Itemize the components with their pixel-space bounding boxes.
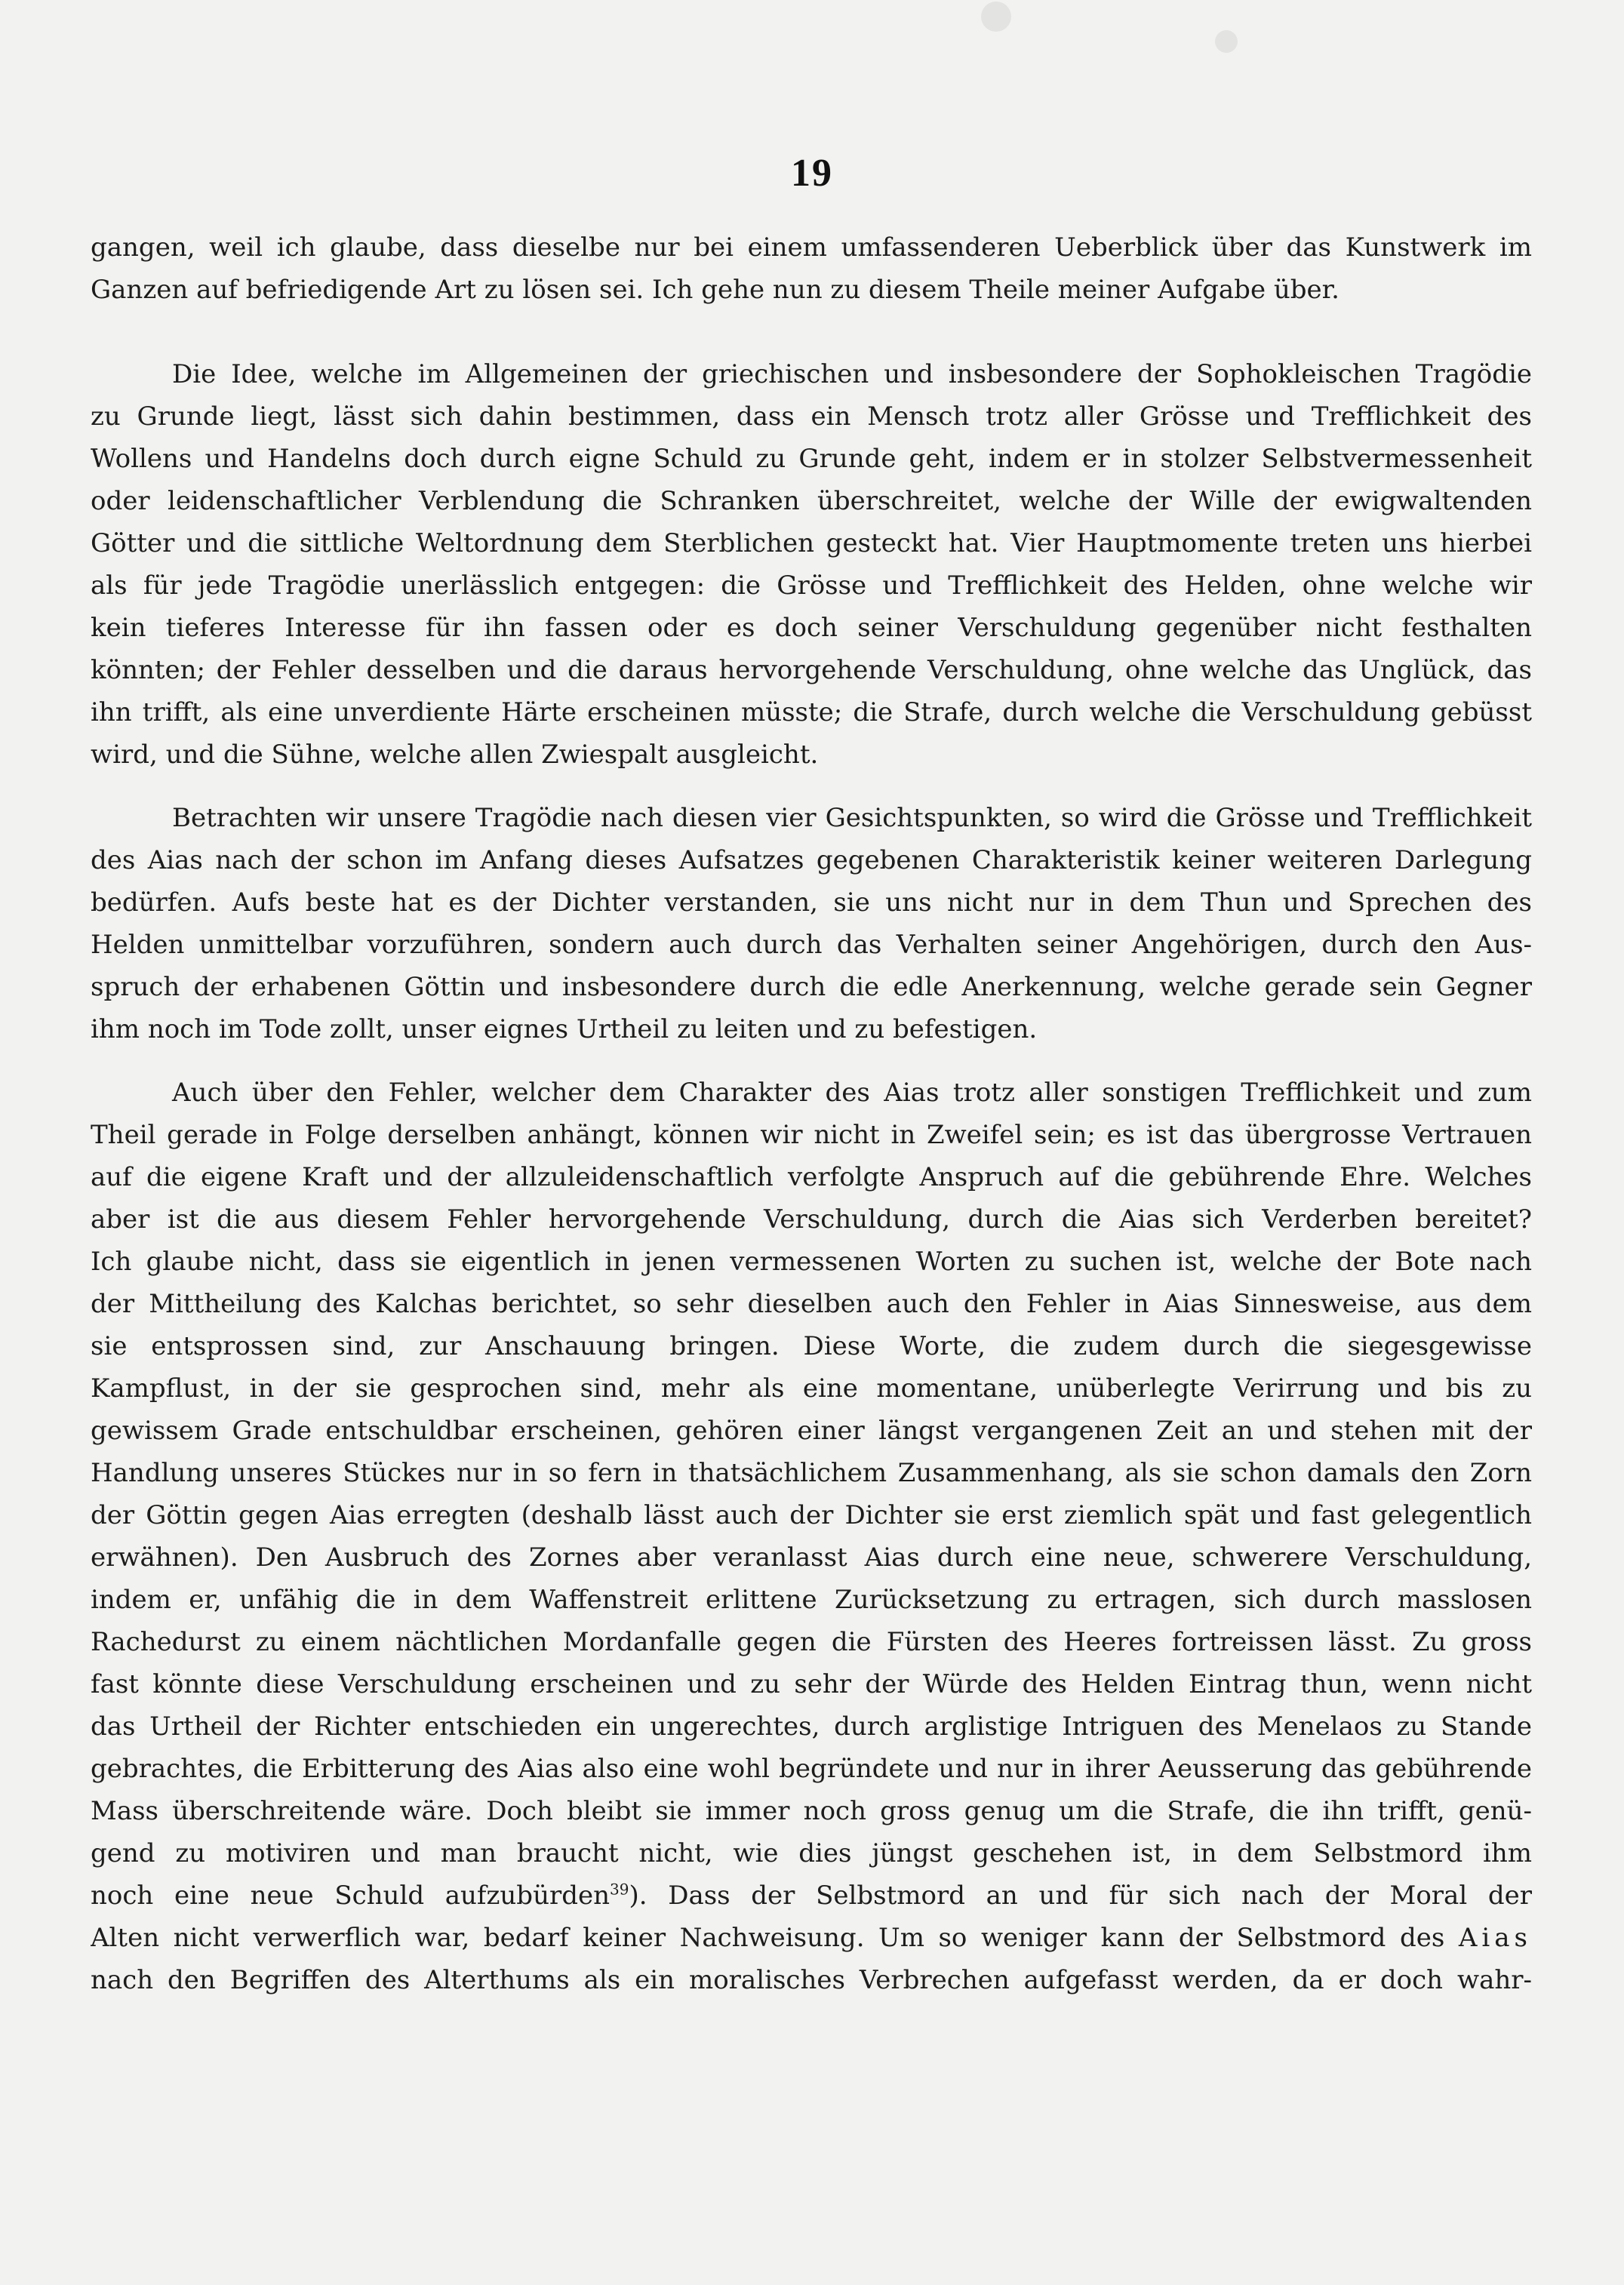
text-line: gewissem Grade entschuldbar erscheinen, gehören einer längst vergangenen Zeit an und stehen mit der — [91, 1416, 1532, 1446]
text-line: der Mittheilung des Kalchas berichtet, so sehr dieselben auch den Fehler in Aias Sinnesweise, aus dem — [91, 1289, 1532, 1319]
text-line: auf die eigene Kraft und der allzuleidenschaftlich verfolgte Anspruch auf die gebührende Ehre. Welches — [91, 1162, 1532, 1192]
text-line: Kampflust, in der sie gesprochen sind, mehr als eine momentane, unüberlegte Verirrung und bis zu — [91, 1373, 1532, 1404]
paragraph-gap — [91, 1050, 1532, 1072]
text-line: der Göttin gegen Aias erregten (deshalb lässt auch der Dichter sie erst ziemlich spät und fast gelegentlich — [91, 1500, 1532, 1530]
text-line: Wollens und Handelns doch durch eigne Schuld zu Grunde geht, indem er in stolzer Selbstvermessenheit — [91, 444, 1532, 474]
text-segment: noch eine neue Schuld aufzubürden — [91, 1881, 611, 1911]
text-line: Handlung unseres Stückes nur in so fern in thatsächlichem Zusammenhang, als sie schon damals den Zorn — [91, 1458, 1532, 1488]
text-line: nach den Begriffen des Alterthums als ein moralisches Verbrechen aufgefasst werden, da er doch wahr- — [91, 1965, 1532, 1995]
text-line: oder leidenschaftlicher Verblendung die Schranken überschreitet, welche der Wille der ewigwaltenden — [91, 486, 1532, 516]
text-line: als für jede Tragödie unerlässlich entgegen: die Grösse und Trefflichkeit des Helden, ohne welche wir — [91, 570, 1532, 601]
paper-smudge — [1215, 30, 1238, 53]
text-line: gebrachtes, die Erbitterung des Aias also eine wohl begründete und nur in ihrer Aeusserung das gebührende — [91, 1754, 1532, 1784]
text-line: Ich glaube nicht, dass sie eigentlich in jenen vermessenen Worten zu suchen ist, welche der Bote nach — [91, 1247, 1532, 1277]
text-body — [91, 226, 1532, 2001]
text-line-with-footnote — [91, 1874, 1532, 1917]
text-line: Die Idee, welche im Allgemeinen der griechischen und insbesondere der Sophokleischen Tragödie — [172, 359, 1532, 389]
spaced-name: Aias — [1458, 1923, 1532, 1953]
footnote-reference[interactable]: 39 — [610, 1880, 629, 1899]
text-line: ihm noch im Tode zollt, unser eignes Urtheil zu leiten und zu befestigen. — [91, 1014, 1038, 1044]
text-line: fast könnte diese Verschuldung erscheinen und zu sehr der Würde des Helden Eintrag thun, wenn nicht — [91, 1669, 1532, 1699]
text-line: Helden unmittelbar vorzuführen, sondern auch durch das Verhalten seiner Angehörigen, durch den Aus- — [91, 930, 1532, 960]
text-line: das Urtheil der Richter entschieden ein ungerechtes, durch arglistige Intriguen des Menelaos zu Stande — [91, 1711, 1532, 1742]
text-line: Ganzen auf befriedigende Art zu lösen sei. Ich gehe nun zu diesem Theile meiner Aufgabe über. — [91, 275, 1339, 305]
text-line: spruch der erhabenen Göttin und insbesondere durch die edle Anerkennung, welche gerade sein Gegner — [91, 972, 1532, 1002]
text-line: zu Grunde liegt, lässt sich dahin bestimmen, dass ein Mensch trotz aller Grösse und Trefflichkeit des — [91, 401, 1532, 432]
text-segment: Alten nicht verwerflich war, bedarf keiner Nachweisung. Um so weniger kann der Selbstmord des — [91, 1923, 1445, 1953]
text-line: des Aias nach der schon im Anfang dieses Aufsatzes gegebenen Charakteristik keiner weiteren Darlegung — [91, 845, 1532, 875]
text-line: wird, und die Sühne, welche allen Zwiespalt ausgleicht. — [91, 740, 819, 770]
text-line: gangen, weil ich glaube, dass dieselbe nur bei einem umfassenderen Ueberblick über das Kunstwerk im — [91, 232, 1532, 263]
page-number: 19 — [791, 152, 833, 195]
paper-smudge — [981, 2, 1011, 32]
text-line: indem er, unfähig die in dem Waffenstreit erlittene Zurücksetzung zu ertragen, sich durch masslosen — [91, 1585, 1532, 1615]
text-line: Betrachten wir unsere Tragödie nach diesen vier Gesichtspunkten, so wird die Grösse und Trefflichkeit — [172, 803, 1532, 833]
text-line: bedürfen. Aufs beste hat es der Dichter verstanden, sie uns nicht nur in dem Thun und Sprechen des — [91, 887, 1532, 918]
text-line: Rachedurst zu einem nächtlichen Mordanfalle gegen die Fürsten des Heeres fortreissen lässt. Zu gross — [91, 1627, 1532, 1657]
text-line: ihn trifft, als eine unverdiente Härte erscheinen müsste; die Strafe, durch welche die Verschuldung gebüsst — [91, 697, 1532, 727]
text-line: sie entsprossen sind, zur Anschauung bringen. Diese Worte, die zudem durch die siegesgewisse — [91, 1331, 1532, 1361]
paragraph-gap — [91, 776, 1532, 797]
text-line-with-spaced-name — [91, 1917, 1532, 1959]
text-line: kein tieferes Interesse für ihn fassen oder es doch seiner Verschuldung gegenüber nicht festhalten — [91, 613, 1532, 643]
text-line: gend zu motiviren und man braucht nicht, wie dies jüngst geschehen ist, in dem Selbstmord ihm — [91, 1838, 1532, 1868]
text-line: Mass überschreitende wäre. Doch bleibt sie immer noch gross genug um die Strafe, die ihn trifft, genü- — [91, 1796, 1532, 1826]
text-line: aber ist die aus diesem Fehler hervorgehende Verschuldung, durch die Aias sich Verderben bereitet? — [91, 1204, 1532, 1235]
text-line: erwähnen). Den Ausbruch des Zornes aber veranlasst Aias durch eine neue, schwerere Verschuldung, — [91, 1542, 1532, 1573]
text-line: Götter und die sittliche Weltordnung dem Sterblichen gesteckt hat. Vier Hauptmomente treten uns hierbei — [91, 528, 1532, 558]
text-segment: ). Dass der Selbstmord an und für sich nach der Moral der — [629, 1881, 1532, 1911]
paragraph-gap — [91, 311, 1532, 353]
text-line: Theil gerade in Folge derselben anhängt, können wir nicht in Zweifel sein; es ist das übergrosse Vertrauen — [91, 1120, 1532, 1150]
text-line: Auch über den Fehler, welcher dem Charakter des Aias trotz aller sonstigen Trefflichkeit und zum — [172, 1078, 1532, 1108]
text-line: könnten; der Fehler desselben und die daraus hervorgehende Verschuldung, ohne welche das Unglück, das — [91, 655, 1532, 685]
